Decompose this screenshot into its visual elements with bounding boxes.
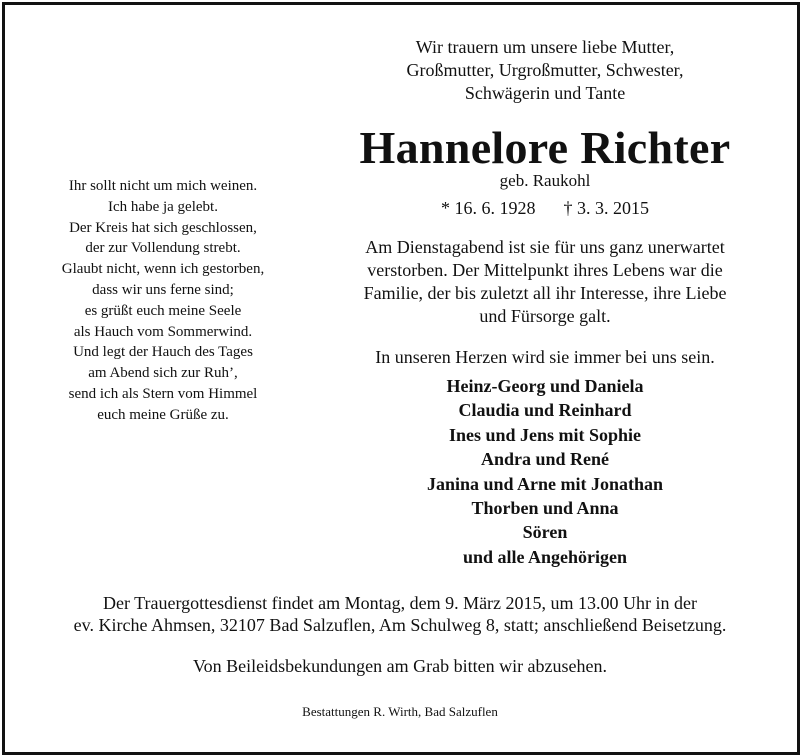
intro-line: Großmutter, Urgroßmutter, Schwester, bbox=[406, 60, 684, 80]
poem-line: es grüßt euch meine Seele bbox=[84, 302, 242, 319]
poem-line: dass wir uns ferne sind; bbox=[92, 281, 234, 298]
poem-line: Und legt der Hauch des Tages bbox=[73, 344, 253, 361]
death-date: † 3. 3. 2015 bbox=[563, 198, 649, 218]
intro-text bbox=[340, 36, 750, 105]
mourner-entry: Ines und Jens mit Sophie bbox=[448, 424, 642, 445]
mourner-entry: Janina und Arne mit Jonathan bbox=[426, 473, 664, 494]
mourners-list bbox=[330, 374, 760, 569]
poem-line: Ihr sollt nicht um mich weinen. bbox=[68, 178, 258, 194]
message-line: Am Dienstagabend ist sie für uns ganz unerwartet bbox=[365, 237, 725, 257]
memorial-message bbox=[330, 236, 760, 328]
message-line: und Fürsorge galt. bbox=[479, 306, 611, 326]
service-info bbox=[30, 592, 770, 636]
service-line: ev. Kirche Ahmsen, 32107 Bad Salzuflen, Am Schulweg 8, statt; anschließend Beisetzung. bbox=[73, 615, 727, 635]
poem-line: am Abend sich zur Ruh’, bbox=[88, 365, 238, 382]
poem-line: Der Kreis hat sich geschlossen, bbox=[69, 219, 257, 236]
mourner-entry: Heinz-Georg und Daniela bbox=[446, 376, 644, 396]
service-line: Der Trauergottesdienst findet am Montag, dem 9. März 2015, um 13.00 Uhr in der bbox=[102, 593, 698, 613]
born-name: geb. Raukohl bbox=[499, 171, 591, 190]
mourner-entry: Sören bbox=[522, 522, 568, 543]
poem bbox=[30, 176, 296, 426]
heart-line: In unseren Herzen wird sie immer bei uns sein. bbox=[375, 347, 715, 367]
mourner-entry: und alle Angehörigen bbox=[462, 546, 628, 567]
poem-line: send ich als Stern vom Himmel bbox=[68, 385, 258, 402]
condolence-note: Von Beileidsbekundungen am Grab bitten wir abzusehen. bbox=[192, 656, 608, 676]
mourner-entry: Thorben und Anna bbox=[471, 498, 619, 519]
mourner-entry: Andra und René bbox=[480, 449, 610, 470]
poem-line: Ich habe ja gelebt. bbox=[108, 198, 218, 215]
poem-line: Glaubt nicht, wenn ich gestorben, bbox=[61, 261, 265, 278]
mourner-entry: Claudia und Reinhard bbox=[458, 400, 632, 421]
poem-line: als Hauch vom Sommerwind. bbox=[73, 323, 253, 340]
birth-date: * 16. 6. 1928 bbox=[441, 198, 536, 218]
deceased-name: Hannelore Richter bbox=[359, 122, 731, 173]
intro-line: Schwägerin und Tante bbox=[464, 83, 626, 103]
message-line: verstorben. Der Mittelpunkt ihres Lebens war die bbox=[367, 260, 723, 280]
poem-line: euch meine Grüße zu. bbox=[97, 406, 229, 423]
intro-line: Wir trauern um unsere liebe Mutter, bbox=[415, 37, 675, 57]
message-line: Familie, der bis zuletzt all ihr Interesse, ihre Liebe bbox=[363, 283, 727, 303]
life-dates bbox=[340, 197, 750, 219]
poem-line: der zur Vollendung strebt. bbox=[85, 240, 241, 257]
funeral-home: Bestattungen R. Wirth, Bad Salzuflen bbox=[302, 704, 498, 719]
